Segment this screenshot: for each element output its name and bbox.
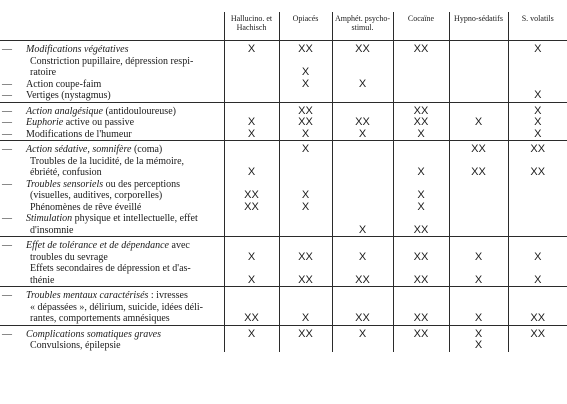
x-mark: XX — [298, 273, 313, 286]
mark-cell — [393, 237, 449, 287]
label-line — [2, 144, 222, 156]
x-mark — [396, 67, 447, 79]
mark-cell — [393, 102, 449, 141]
x-mark: X — [247, 43, 256, 55]
x-mark — [227, 263, 277, 275]
x-mark — [511, 213, 566, 225]
x-mark — [511, 240, 566, 252]
x-mark — [335, 213, 391, 225]
x-mark: X — [301, 312, 310, 324]
x-mark — [511, 190, 566, 202]
label-line — [2, 179, 222, 191]
label-line — [2, 117, 222, 129]
label-text: avec — [169, 240, 190, 251]
label-text: rantes, comportements amnésiques — [30, 313, 170, 324]
label-text: Action coupe-faim — [26, 78, 102, 90]
x-mark — [452, 79, 506, 91]
column-header: Cocaïne — [393, 12, 449, 41]
x-mark: XX — [530, 143, 546, 155]
x-mark — [452, 240, 506, 252]
label-line — [2, 240, 222, 252]
x-mark: X — [247, 166, 256, 178]
label-text: Convulsions, épilepsie — [30, 340, 121, 351]
x-mark: XX — [298, 104, 313, 117]
x-mark — [452, 90, 506, 102]
label-text: ébriété, confusion — [30, 167, 102, 178]
mark-cell — [332, 41, 393, 103]
x-mark — [335, 167, 391, 179]
table-row — [0, 141, 567, 237]
x-mark: XX — [413, 223, 429, 236]
label-line — [2, 44, 222, 56]
x-mark: X — [474, 273, 483, 286]
dash-bullet: — — [2, 178, 12, 190]
label-line — [2, 129, 222, 141]
x-mark — [282, 290, 330, 302]
x-mark: X — [417, 166, 425, 178]
x-mark: X — [301, 77, 310, 90]
x-mark: X — [534, 43, 542, 55]
x-mark — [227, 56, 277, 68]
label-text: ou des perceptions — [103, 178, 181, 190]
mark-cell — [449, 102, 508, 141]
mark-cell — [224, 141, 279, 237]
mark-cell — [332, 141, 393, 237]
row-label-cell — [0, 141, 224, 237]
x-mark: XX — [355, 312, 370, 324]
mark-cell — [332, 287, 393, 326]
mark-cell — [508, 287, 567, 326]
mark-cell — [224, 287, 279, 326]
row-label-cell — [0, 287, 224, 326]
x-mark: XX — [355, 116, 370, 128]
x-mark: XX — [298, 327, 313, 340]
label-text: active ou passive — [63, 117, 135, 128]
x-mark — [396, 240, 447, 252]
x-mark: XX — [471, 143, 486, 155]
x-mark — [282, 340, 330, 352]
label-text: physique et intellectuelle, effet — [72, 213, 198, 224]
dash-bullet: — — [2, 90, 12, 101]
x-mark: X — [534, 250, 542, 263]
x-mark — [396, 79, 447, 91]
dash-bullet: — — [2, 328, 12, 340]
mark-cell — [393, 325, 449, 352]
x-mark — [335, 56, 391, 68]
mark-cell — [449, 41, 508, 103]
dash-bullet: — — [2, 105, 12, 117]
label-line — [2, 167, 222, 179]
column-header: Opiacés — [279, 12, 332, 41]
label-text: Troubles mentaux caractérisés — [26, 290, 149, 301]
dash-bullet: — — [2, 117, 12, 128]
mark-cell — [508, 41, 567, 103]
x-mark: XX — [413, 250, 429, 263]
x-mark — [335, 144, 391, 156]
row-label-cell — [0, 41, 224, 103]
x-mark: X — [358, 327, 367, 340]
mark-cell — [279, 41, 332, 103]
row-label-cell — [0, 237, 224, 287]
mark-cell — [279, 287, 332, 326]
x-mark: XX — [530, 312, 546, 324]
x-mark: XX — [298, 116, 313, 128]
x-mark: X — [474, 327, 483, 340]
x-mark: X — [247, 273, 256, 286]
x-mark — [511, 340, 566, 352]
label-line — [2, 302, 222, 314]
mark-cell — [393, 141, 449, 237]
x-mark: X — [534, 127, 542, 140]
mark-cell — [224, 237, 279, 287]
table-row — [0, 325, 567, 352]
x-mark — [511, 202, 566, 214]
x-mark: X — [247, 327, 256, 340]
x-mark — [227, 225, 277, 237]
mark-cell — [279, 141, 332, 237]
x-mark — [335, 290, 391, 302]
x-mark: X — [358, 127, 367, 140]
mark-cell — [332, 325, 393, 352]
x-mark: X — [534, 116, 542, 128]
x-mark: XX — [355, 273, 370, 286]
mark-cell — [279, 237, 332, 287]
x-mark: XX — [355, 43, 370, 55]
label-text: Troubles de la lucidité, de la mémoire, — [30, 155, 185, 167]
x-mark: XX — [413, 327, 429, 340]
mark-cell — [449, 325, 508, 352]
mark-cell — [332, 237, 393, 287]
x-mark: X — [301, 143, 310, 155]
x-mark — [452, 202, 506, 214]
x-mark: X — [301, 200, 310, 213]
mark-cell — [508, 325, 567, 352]
x-mark — [452, 225, 506, 237]
x-mark: XX — [413, 104, 429, 117]
label-text: Euphorie — [26, 117, 64, 128]
label-text: (antidouloureuse) — [102, 105, 176, 117]
dash-bullet: — — [2, 78, 12, 90]
x-mark — [452, 290, 506, 302]
x-mark — [452, 213, 506, 225]
mark-cell — [449, 141, 508, 237]
x-mark — [396, 340, 447, 352]
x-mark — [452, 129, 506, 141]
x-mark: X — [247, 116, 256, 128]
x-mark — [452, 56, 506, 68]
label-line — [2, 290, 222, 302]
mark-cell — [449, 237, 508, 287]
x-mark: X — [417, 200, 425, 213]
x-mark: X — [474, 339, 483, 351]
x-mark: XX — [244, 312, 259, 324]
x-mark — [282, 90, 330, 102]
mark-cell — [393, 287, 449, 326]
x-mark: XX — [413, 43, 429, 55]
x-mark: XX — [413, 273, 429, 286]
x-mark — [511, 290, 566, 302]
x-mark — [227, 340, 277, 352]
row-label-cell — [0, 102, 224, 141]
x-mark — [227, 67, 277, 79]
mark-cell — [332, 102, 393, 141]
x-mark — [282, 240, 330, 252]
label-text: Troubles sensoriels — [26, 178, 104, 190]
label-text: (coma) — [131, 144, 163, 155]
x-mark — [396, 90, 447, 102]
x-mark — [396, 263, 447, 275]
x-mark — [511, 56, 566, 68]
x-mark — [227, 90, 277, 102]
x-mark — [511, 179, 566, 191]
x-mark — [282, 167, 330, 179]
x-mark: XX — [413, 116, 429, 128]
dash-bullet: — — [2, 128, 12, 140]
label-text: Complications somatiques graves — [26, 328, 161, 340]
x-mark — [511, 67, 566, 79]
label-line — [2, 90, 222, 102]
mark-cell — [224, 41, 279, 103]
label-line — [2, 313, 222, 325]
label-text: « dépassées », délirium, suicide, idées déli- — [30, 301, 204, 313]
x-mark — [335, 179, 391, 191]
label-line — [2, 56, 222, 68]
x-mark: XX — [413, 312, 429, 324]
x-mark — [335, 340, 391, 352]
column-header: Hypno-sédatifs — [449, 12, 508, 41]
x-mark: X — [358, 223, 367, 236]
x-mark — [335, 202, 391, 214]
table-row — [0, 41, 567, 103]
mark-cell — [279, 325, 332, 352]
x-mark — [227, 240, 277, 252]
dash-bullet: — — [2, 44, 12, 55]
x-mark — [282, 225, 330, 237]
x-mark: XX — [244, 200, 259, 213]
label-line — [2, 67, 222, 79]
x-mark: X — [474, 116, 483, 128]
dash-bullet: — — [2, 213, 12, 224]
label-line — [2, 106, 222, 118]
label-text: d'insomnie — [30, 224, 74, 236]
header-row — [0, 12, 567, 41]
label-line — [2, 340, 222, 352]
x-mark — [227, 144, 277, 156]
x-mark — [511, 225, 566, 237]
x-mark: XX — [244, 189, 259, 201]
x-mark — [396, 144, 447, 156]
x-mark: X — [247, 127, 256, 140]
label-text: Effet de tolérance et de dépendance — [26, 240, 169, 251]
row-label-cell — [0, 325, 224, 352]
label-text: troubles du sevrage — [30, 251, 108, 263]
header-blank — [0, 12, 224, 41]
x-mark — [335, 190, 391, 202]
x-mark: X — [358, 77, 367, 90]
x-mark — [227, 290, 277, 302]
x-mark — [452, 190, 506, 202]
x-mark — [335, 156, 391, 168]
x-mark — [452, 44, 506, 56]
label-text: Action sédative, somnifère — [26, 144, 132, 155]
label-text: Modifications de l'humeur — [26, 128, 132, 140]
x-mark — [282, 156, 330, 168]
mark-cell — [224, 325, 279, 352]
label-text: ratoire — [30, 67, 57, 78]
x-mark: XX — [298, 43, 313, 55]
x-mark — [335, 240, 391, 252]
label-text: Stimulation — [26, 213, 73, 224]
label-text: (visuelles, auditives, corporelles) — [30, 190, 163, 201]
x-mark — [396, 56, 447, 68]
label-line — [2, 190, 222, 202]
x-mark: X — [417, 127, 425, 140]
label-text: thénie — [30, 274, 55, 286]
x-mark: X — [247, 250, 256, 263]
label-line — [2, 213, 222, 225]
label-text: Effets secondaires de dépression et d'as- — [30, 263, 191, 274]
x-mark: X — [474, 312, 483, 324]
label-line — [2, 263, 222, 275]
label-line — [2, 252, 222, 264]
column-header: Amphét. psycho-stimul. — [332, 12, 393, 41]
mark-cell — [508, 102, 567, 141]
x-mark — [227, 79, 277, 91]
table-row — [0, 102, 567, 141]
x-mark: X — [417, 189, 425, 201]
x-mark — [396, 290, 447, 302]
label-line — [2, 225, 222, 237]
label-line — [2, 329, 222, 341]
x-mark — [335, 67, 391, 79]
mark-cell — [449, 287, 508, 326]
x-mark: X — [534, 104, 542, 117]
x-mark: X — [534, 89, 542, 101]
dash-bullet: — — [2, 240, 12, 251]
x-mark — [282, 213, 330, 225]
x-mark — [511, 263, 566, 275]
x-mark: X — [534, 273, 542, 286]
x-mark — [396, 213, 447, 225]
label-text: Phénomènes de rêve éveillé — [30, 201, 142, 213]
table-row — [0, 237, 567, 287]
x-mark — [335, 90, 391, 102]
label-text: Modifications végétatives — [26, 44, 129, 55]
x-mark — [282, 263, 330, 275]
column-header: Hallucino. et Hachisch — [224, 12, 279, 41]
mark-cell — [224, 102, 279, 141]
column-header: S. volatils — [508, 12, 567, 41]
x-mark: X — [301, 189, 310, 201]
label-line — [2, 156, 222, 168]
drug-effects-table — [0, 12, 567, 352]
label-line — [2, 202, 222, 214]
dash-bullet: — — [2, 290, 12, 301]
label-text: Constriction pupillaire, dépression respi- — [30, 55, 194, 67]
mark-cell — [508, 141, 567, 237]
x-mark — [452, 67, 506, 79]
label-text: : ivresses — [148, 290, 188, 301]
mark-cell — [279, 102, 332, 141]
x-mark — [335, 263, 391, 275]
dash-bullet: — — [2, 144, 12, 155]
x-mark: XX — [530, 327, 546, 340]
mark-cell — [393, 41, 449, 103]
x-mark: XX — [471, 166, 486, 178]
mark-cell — [508, 237, 567, 287]
label-text: Action analgésique — [26, 105, 103, 117]
x-mark — [452, 179, 506, 191]
label-text: Vertiges (nystagmus) — [26, 90, 111, 101]
x-mark: XX — [530, 166, 546, 178]
x-mark: X — [301, 127, 310, 140]
label-line — [2, 79, 222, 91]
x-mark: X — [358, 250, 367, 263]
x-mark: X — [474, 250, 483, 263]
label-line — [2, 275, 222, 287]
x-mark — [452, 263, 506, 275]
x-mark: XX — [298, 250, 313, 263]
table-row — [0, 287, 567, 326]
x-mark — [227, 213, 277, 225]
x-mark: X — [301, 66, 310, 78]
